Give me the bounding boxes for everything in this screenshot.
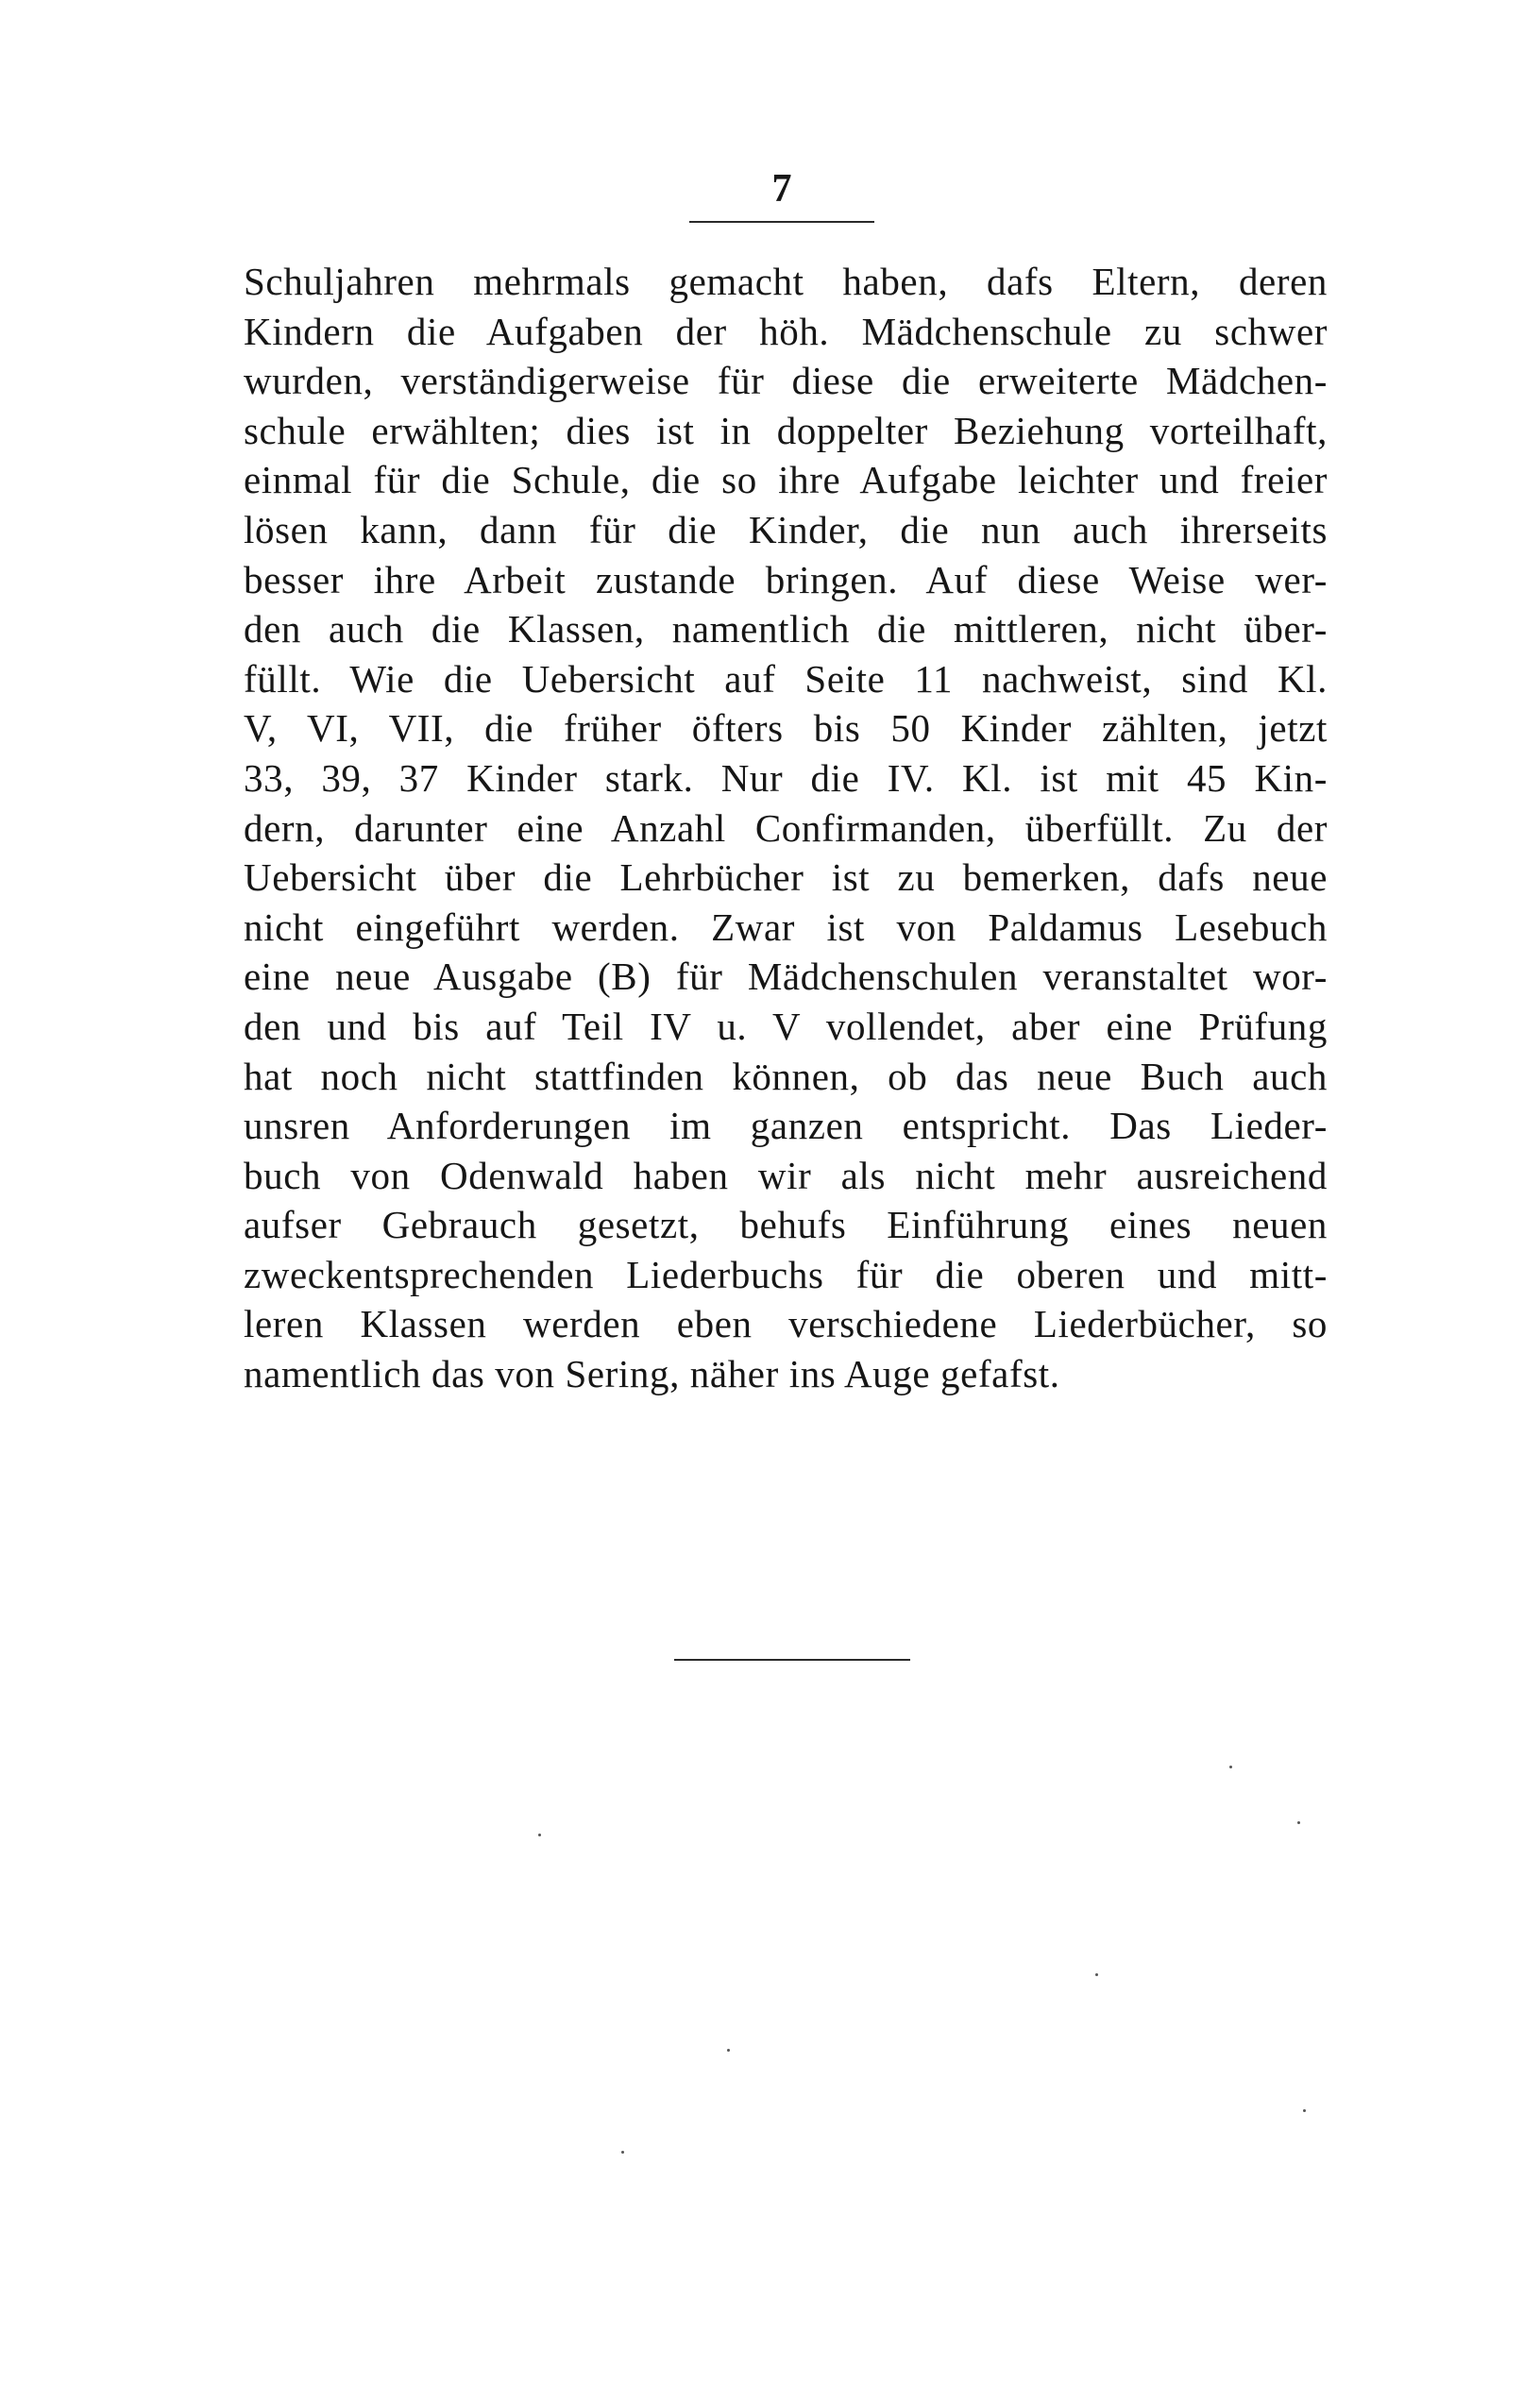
scan-speck	[621, 2151, 624, 2154]
text-line: füllt. Wie die Uebersicht auf Seite 11 nachweist, sind Kl.	[244, 656, 1328, 701]
text-line: Schuljahren mehrmals gemacht haben, dafs Eltern, deren	[244, 260, 1328, 303]
text-line: wurden, verständigerweise für diese die erweiterte Mädchen-	[244, 359, 1328, 403]
text-line: unsren Anforderungen im ganzen entspricht. Das Lieder-	[244, 1104, 1328, 1148]
text-line: zweckentsprechenden Liederbuchs für die oberen und mitt-	[244, 1252, 1328, 1296]
text-line: 33, 39, 37 Kinder stark. Nur die IV. Kl. ist mit 45 Kin-	[244, 755, 1328, 800]
scan-speck	[1095, 1973, 1098, 1976]
header-rule	[689, 221, 874, 223]
text-line: den auch die Klassen, namentlich die mittleren, nicht über-	[244, 607, 1328, 651]
page-number: 7	[771, 167, 792, 211]
text-line: Kindern die Aufgaben der höh. Mädchenschule zu schwer	[244, 309, 1328, 353]
scan-speck	[538, 1834, 541, 1836]
text-line: hat noch nicht stattfinden können, ob das neue Buch auch	[244, 1054, 1328, 1098]
scan-speck	[1229, 1766, 1232, 1768]
scan-speck	[1297, 1821, 1300, 1824]
body-text	[244, 257, 1328, 1399]
text-line: den und bis auf Teil IV u. V vollendet, aber eine Prüfung	[244, 1004, 1328, 1048]
text-line: eine neue Ausgabe (B) für Mädchenschulen veranstaltet wor-	[244, 955, 1328, 999]
text-line: buch von Odenwald haben wir als nicht mehr ausreichend	[244, 1153, 1328, 1197]
text-line: V, VI, VII, die früher öfters bis 50 Kinder zählten, jetzt	[244, 706, 1328, 751]
text-line: lösen kann, dann für die Kinder, die nun auch ihrerseits	[244, 507, 1328, 551]
text-line: Uebersicht über die Lehrbücher ist zu bemerken, dafs neue	[244, 855, 1328, 900]
footer-rule	[674, 1659, 910, 1661]
text-line: schule erwählten; dies ist in doppelter Beziehung vorteilhaft,	[244, 408, 1328, 452]
text-line: namentlich das von Sering, näher ins Auge gefafst.	[244, 1352, 1060, 1396]
text-line: dern, darunter eine Anzahl Confirmanden, überfüllt. Zu der	[244, 805, 1328, 850]
text-line: besser ihre Arbeit zustande bringen. Auf diese Weise wer-	[244, 557, 1328, 601]
text-line: leren Klassen werden eben verschiedene Liederbücher, so	[244, 1302, 1328, 1346]
text-line: aufser Gebrauch gesetzt, behufs Einführung eines neuen	[244, 1203, 1328, 1247]
text-line: nicht eingeführt werden. Zwar ist von Paldamus Lesebuch	[244, 905, 1328, 949]
scan-speck	[727, 2049, 730, 2052]
scan-speck	[1303, 2109, 1306, 2112]
text-line: einmal für die Schule, die so ihre Aufgabe leichter und freier	[244, 458, 1328, 502]
